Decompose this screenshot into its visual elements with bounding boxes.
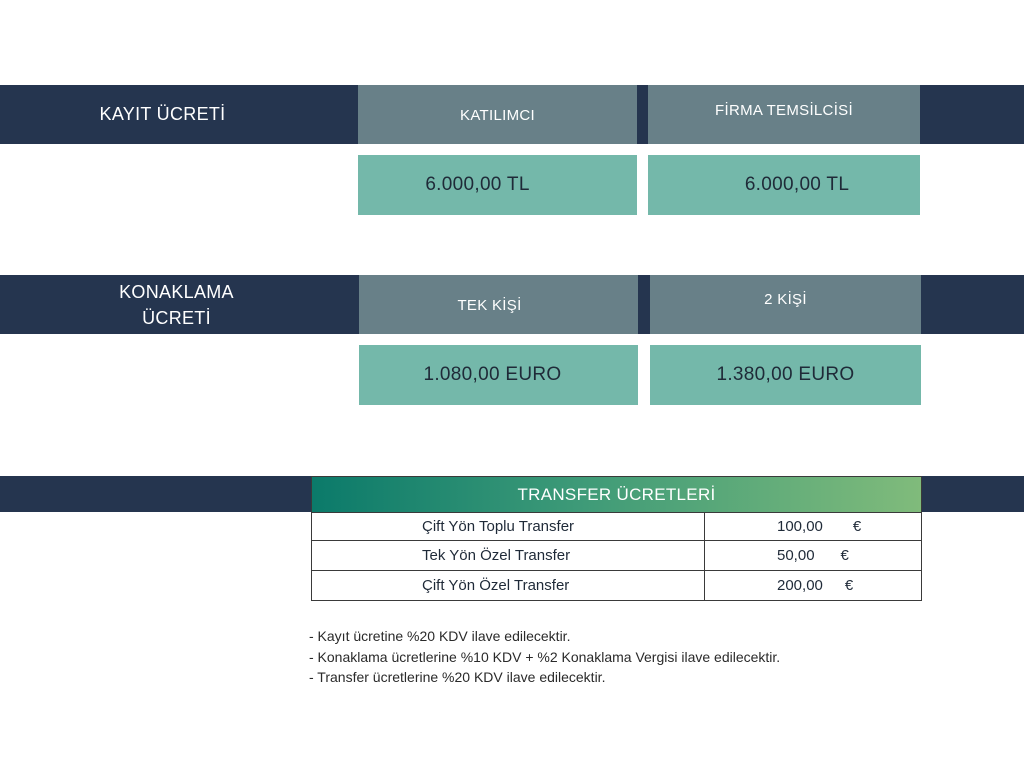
euro-icon: €	[840, 547, 849, 564]
transfer-title: TRANSFER ÜCRETLERİ	[312, 477, 921, 513]
transfer-price: 50,00	[777, 547, 815, 564]
transfer-price: 100,00	[777, 518, 823, 535]
transfer-row	[312, 571, 921, 600]
company-rep-fee: 6.000,00 TL	[648, 155, 920, 215]
two-person-header: 2 KİŞİ	[650, 275, 921, 334]
accommodation-title-line1: KONAKLAMA	[119, 282, 234, 302]
transfer-name: Çift Yön Özel Transfer	[312, 571, 705, 600]
accommodation-title	[75, 279, 278, 331]
note-line: - Kayıt ücretine %20 KDV ilave edilecektir.	[309, 628, 571, 644]
single-person-fee: 1.080,00 EURO	[359, 345, 638, 405]
company-rep-header: FİRMA TEMSİLCİSİ	[648, 85, 920, 144]
participant-fee: 6.000,00 TL	[358, 155, 637, 215]
transfer-table	[311, 476, 922, 601]
transfer-row	[312, 513, 921, 541]
euro-icon: €	[852, 518, 862, 535]
registration-title: KAYIT ÜCRETİ	[99, 104, 226, 124]
single-person-header: TEK KİŞİ	[359, 275, 638, 334]
two-person-fee: 1.380,00 EURO	[650, 345, 921, 405]
participant-header: KATILIMCI	[358, 85, 637, 144]
accommodation-title-line2: ÜCRETİ	[142, 308, 211, 328]
transfer-row	[312, 541, 921, 571]
transfer-price-cell	[705, 571, 921, 600]
transfer-price: 200,00	[777, 577, 823, 594]
fee-notes	[309, 626, 780, 688]
transfer-name: Tek Yön Özel Transfer	[312, 541, 705, 570]
transfer-price-cell	[705, 541, 921, 570]
euro-icon: €	[844, 577, 854, 594]
transfer-price-cell	[705, 513, 921, 540]
note-line: - Konaklama ücretlerine %10 KDV + %2 Konaklama Vergisi ilave edilecektir.	[309, 648, 781, 665]
note-line: - Transfer ücretlerine %20 KDV ilave edilecektir.	[309, 669, 606, 685]
transfer-name: Çift Yön Toplu Transfer	[312, 513, 705, 540]
